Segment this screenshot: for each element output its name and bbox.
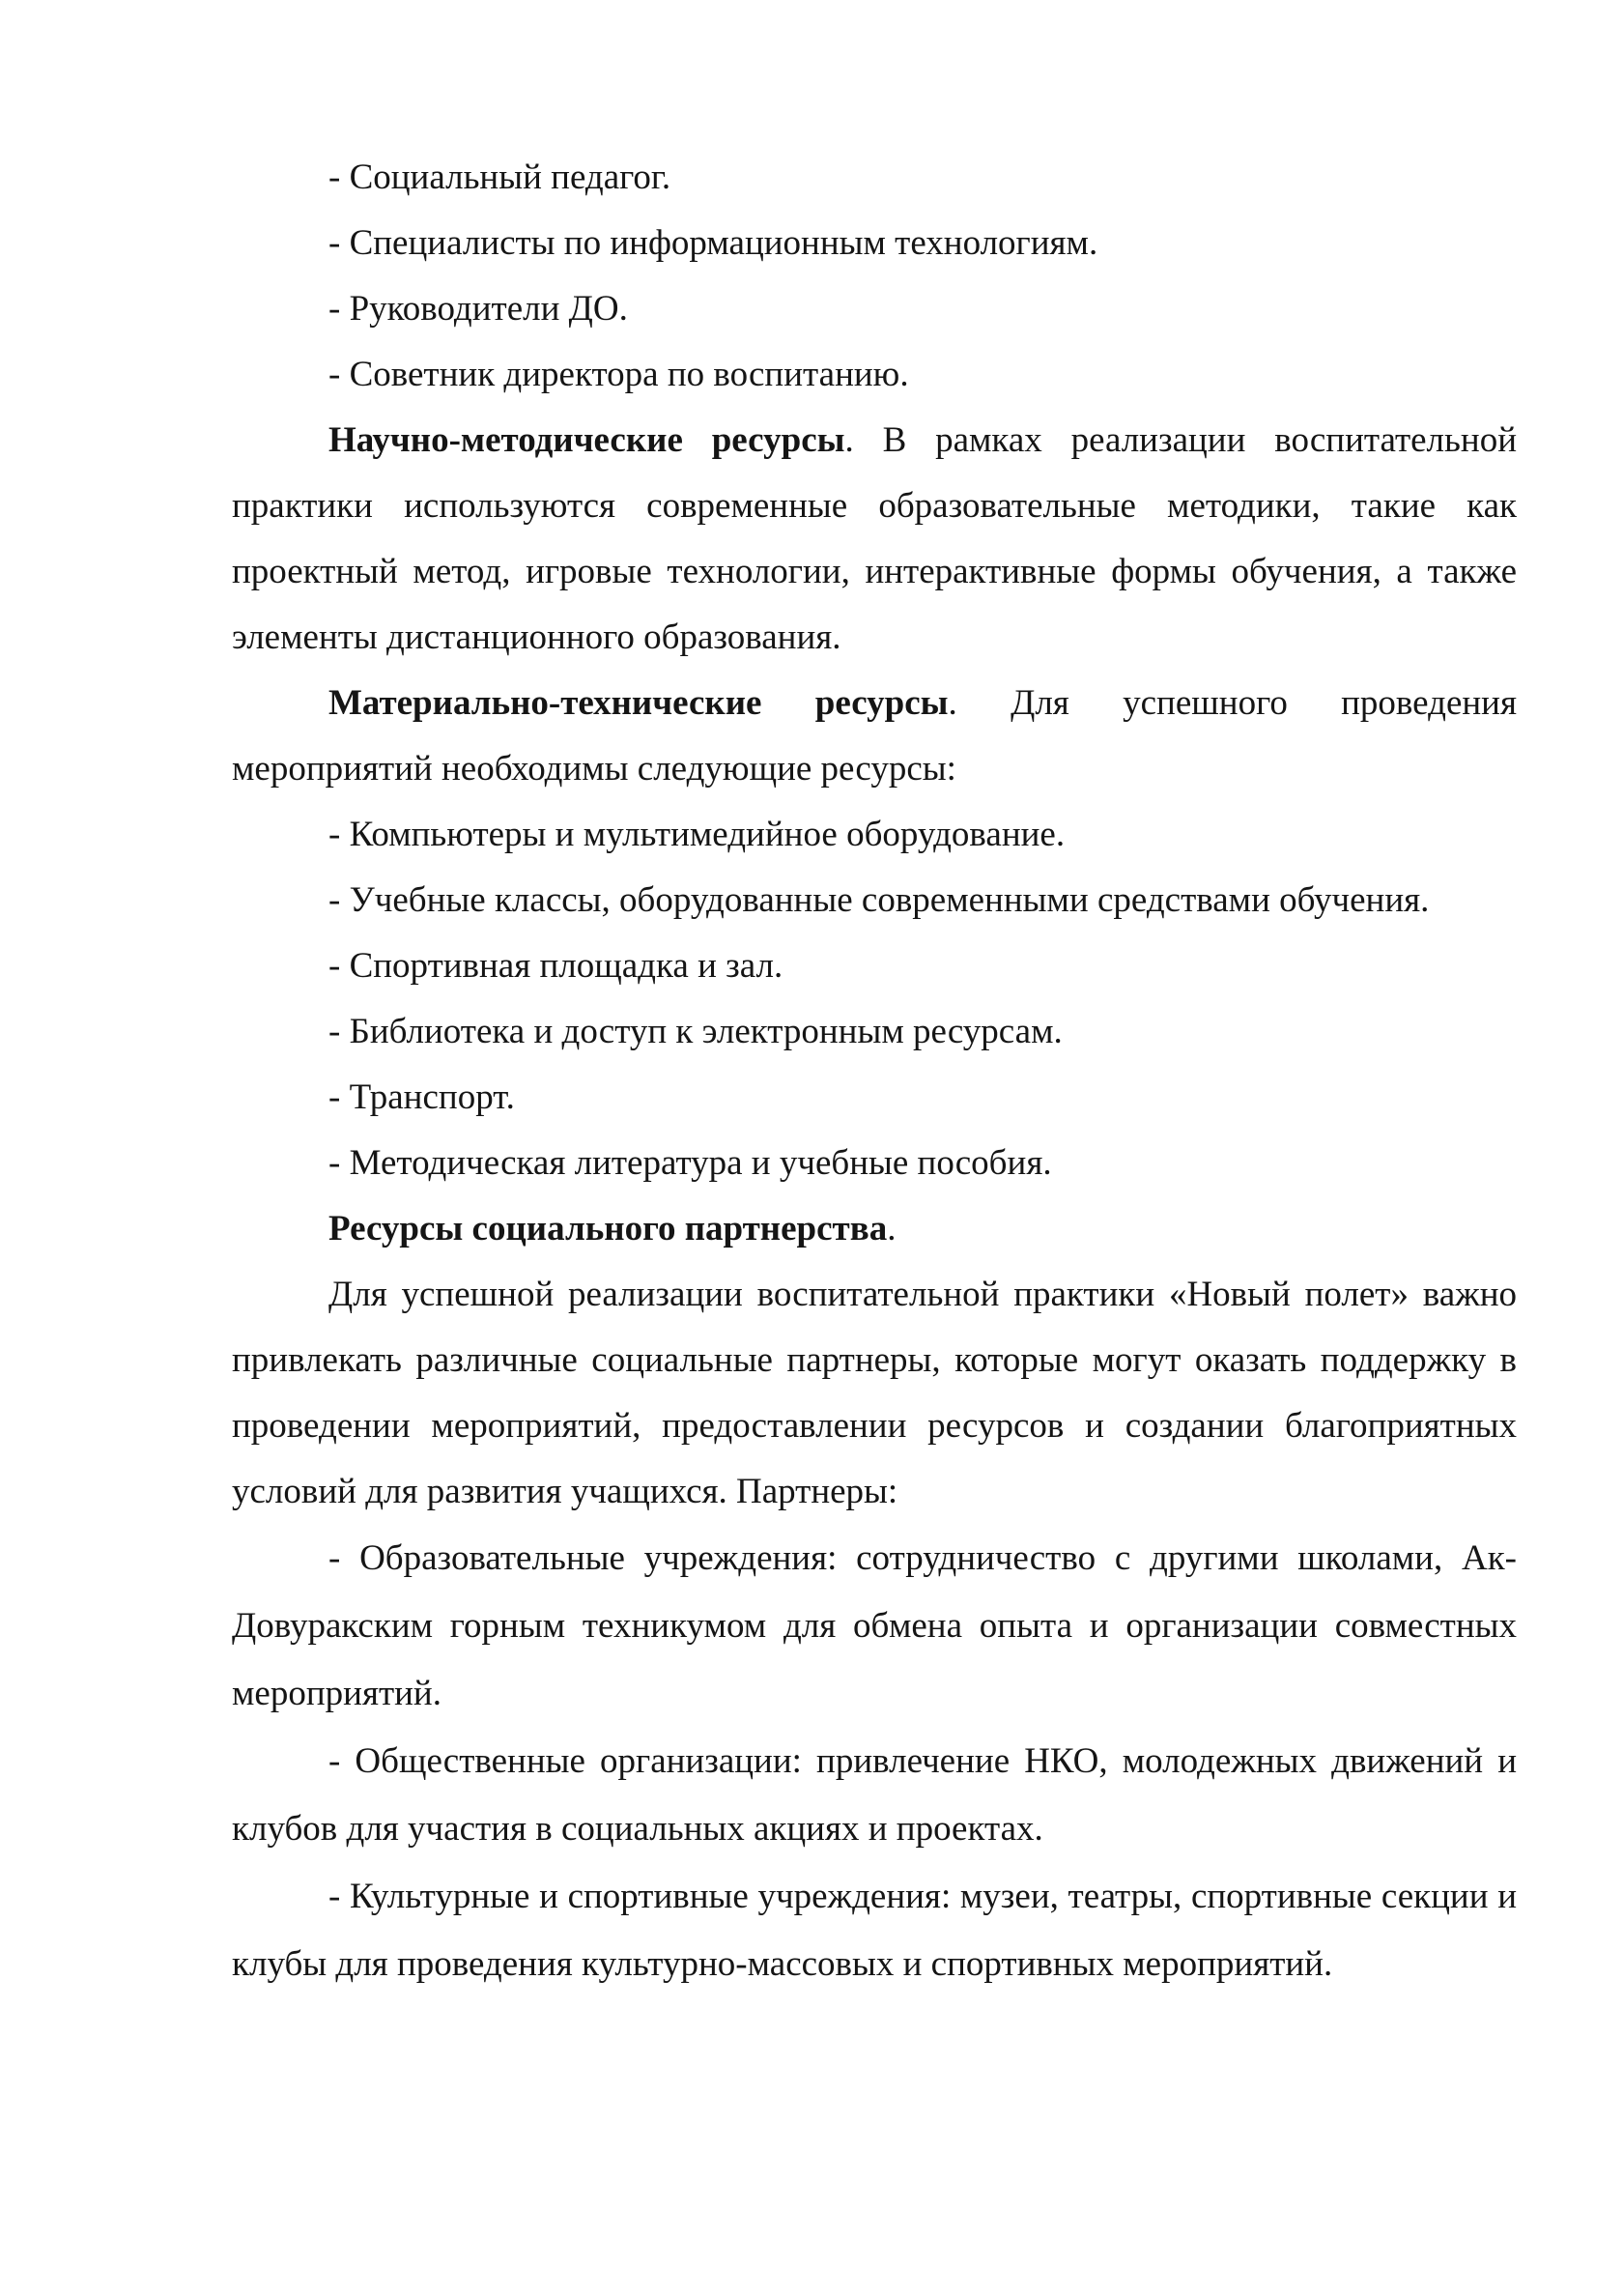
scientific-resources-heading: Научно-методические ресурсы bbox=[328, 420, 845, 460]
staff-item: - Советник директора по воспитанию. bbox=[328, 355, 909, 394]
scientific-resources-paragraph bbox=[232, 408, 1517, 671]
material-item: - Методическая литература и учебные пособия. bbox=[328, 1143, 1052, 1183]
scientific-resources-text: . В рамках реализации воспитательной практики используются современные образовательные методики, такие как проектный метод, игровые технологии, интерактивные формы обучения, а также элементы дистанционного образования. bbox=[232, 420, 1518, 657]
partner-item: - Образовательные учреждения: сотрудничество с другими школами, Ак-Довуракским горным техникумом для обмена опыта и организации совместных мероприятий. bbox=[232, 1538, 1517, 1713]
social-partnership-heading: Ресурсы социального партнерства bbox=[328, 1209, 888, 1248]
document-page bbox=[232, 145, 1517, 1998]
staff-item: - Социальный педагог. bbox=[328, 158, 671, 197]
material-item: - Компьютеры и мультимедийное оборудование. bbox=[328, 815, 1066, 854]
staff-item: - Специалисты по информационным технологиям. bbox=[328, 223, 1098, 263]
social-partnership-heading-period: . bbox=[887, 1209, 897, 1248]
material-item: - Транспорт. bbox=[328, 1077, 515, 1117]
material-resources-text: . Для успешного проведения мероприятий необходимы следующие ресурсы: bbox=[232, 683, 1517, 789]
social-partnership-intro: Для успешной реализации воспитательной практики «Новый полет» важно привлекать различные социальные партнеры, которые могут оказать поддержку в проведении мероприятий, предоставлении ресурсов и создании благоприятных условий для развития учащихся. Партнеры: bbox=[232, 1275, 1517, 1511]
material-item: - Спортивная площадка и зал. bbox=[328, 946, 783, 986]
material-resources-heading: Материально-технические ресурсы bbox=[328, 683, 949, 723]
social-partnership-heading-line bbox=[232, 1196, 1517, 1262]
material-resources-paragraph bbox=[232, 671, 1517, 802]
partner-item: - Общественные организации: привлечение НКО, молодежных движений и клубов для участия в социальных акциях и проектах. bbox=[232, 1741, 1517, 1849]
material-item: - Учебные классы, оборудованные современными средствами обучения. bbox=[328, 880, 1430, 920]
staff-item: - Руководители ДО. bbox=[328, 289, 628, 329]
partner-item: - Культурные и спортивные учреждения: музеи, театры, спортивные секции и клубы для проведения культурно-массовых и спортивных мероприятий. bbox=[232, 1877, 1517, 1984]
material-item: - Библиотека и доступ к электронным ресурсам. bbox=[328, 1012, 1063, 1051]
